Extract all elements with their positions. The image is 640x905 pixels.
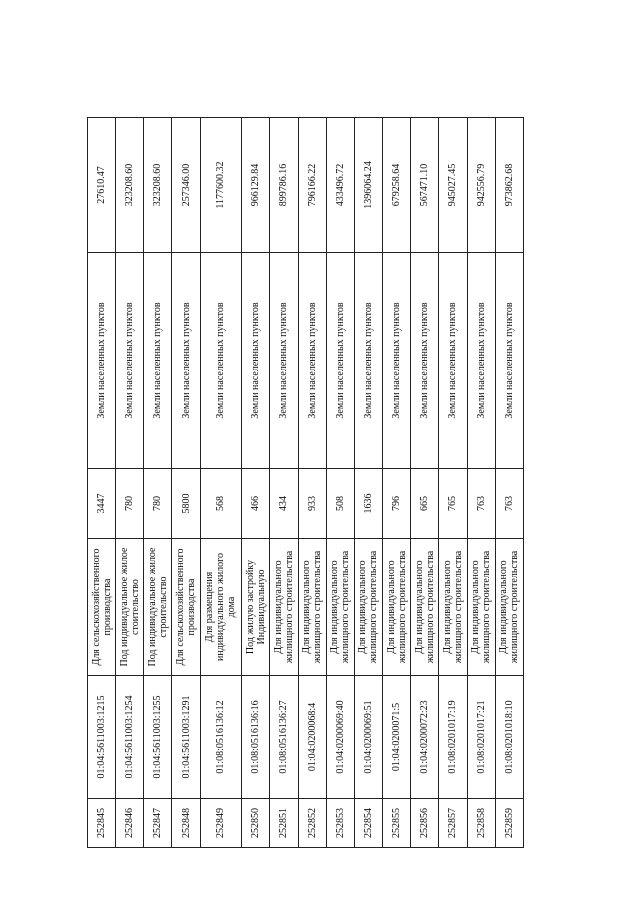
table-row	[270, 118, 298, 848]
cadastral-value-cell: 945027.45	[439, 118, 467, 253]
area-cell: 933	[298, 469, 326, 539]
row-id-cell: 252856	[411, 799, 439, 848]
land-plots-table	[87, 117, 524, 848]
permitted-use-cell: Для индивидуального жилищного строительства	[383, 539, 411, 676]
land-category-cell: Земли населенных пунктов	[383, 253, 411, 469]
cadastral-number-cell: 01:04:5611003:1291	[172, 676, 200, 799]
table-row	[298, 118, 326, 848]
table-row	[411, 118, 439, 848]
row-id-cell: 252851	[270, 799, 298, 848]
cadastral-value-cell: 433496.72	[326, 118, 354, 253]
cadastral-number-cell: 01:04:0200069:40	[326, 676, 354, 799]
area-cell: 665	[411, 469, 439, 539]
land-category-cell: Земли населенных пунктов	[144, 253, 172, 469]
cadastral-value-cell: 323208.60	[144, 118, 172, 253]
land-category-cell: Земли населенных пунктов	[116, 253, 144, 469]
cadastral-number-cell: 01:04:5611003:1255	[144, 676, 172, 799]
table-row	[326, 118, 354, 848]
area-cell: 5800	[172, 469, 200, 539]
row-id-cell: 252859	[495, 799, 523, 848]
permitted-use-cell: Для индивидуального жилищного строительства	[495, 539, 523, 676]
row-id-cell: 252849	[200, 799, 242, 848]
cadastral-number-cell: 01:08:0516136:27	[270, 676, 298, 799]
table-row	[242, 118, 270, 848]
permitted-use-cell: Под жилую застройку Индивидуальную	[242, 539, 270, 676]
cadastral-value-cell: 966129.84	[242, 118, 270, 253]
table-row	[172, 118, 200, 848]
permitted-use-cell: Для сельскохозяйственного производства	[172, 539, 200, 676]
row-id-cell: 252846	[116, 799, 144, 848]
permitted-use-cell: Для индивидуального жилищного строительства	[326, 539, 354, 676]
area-cell: 508	[326, 469, 354, 539]
land-category-cell: Земли населенных пунктов	[439, 253, 467, 469]
cadastral-value-cell: 942556.79	[467, 118, 495, 253]
table-row	[495, 118, 523, 848]
table-row	[144, 118, 172, 848]
area-cell: 763	[467, 469, 495, 539]
permitted-use-cell: Под индивидуальное жилое стоительство	[116, 539, 144, 676]
area-cell: 780	[144, 469, 172, 539]
cadastral-number-cell: 01:08:0516136:16	[242, 676, 270, 799]
row-id-cell: 252848	[172, 799, 200, 848]
table-row	[88, 118, 116, 848]
row-id-cell: 252850	[242, 799, 270, 848]
cadastral-value-cell: 257346.00	[172, 118, 200, 253]
area-cell: 466	[242, 469, 270, 539]
land-category-cell: Земли населенных пунктов	[467, 253, 495, 469]
land-category-cell: Земли населенных пунктов	[326, 253, 354, 469]
cadastral-number-cell: 01:04:5611003:1215	[88, 676, 116, 799]
table-row	[439, 118, 467, 848]
land-category-cell: Земли населенных пунктов	[495, 253, 523, 469]
permitted-use-cell: Для индивидуального жилищного строительства	[439, 539, 467, 676]
cadastral-number-cell: 01:04:0200068:4	[298, 676, 326, 799]
area-cell: 3447	[88, 469, 116, 539]
permitted-use-cell: Для индивидуального жилищного строительства	[411, 539, 439, 676]
row-id-cell: 252855	[383, 799, 411, 848]
land-category-cell: Земли населенных пунктов	[88, 253, 116, 469]
row-id-cell: 252845	[88, 799, 116, 848]
permitted-use-cell: Для сельскохозяйственного производства	[88, 539, 116, 676]
land-category-cell: Земли населенных пунктов	[242, 253, 270, 469]
permitted-use-cell: Под индивидуальное жилое строительство	[144, 539, 172, 676]
table-row	[467, 118, 495, 848]
row-id-cell: 252853	[326, 799, 354, 848]
permitted-use-cell: Для индивидуального жилищного строительства	[298, 539, 326, 676]
cadastral-number-cell: 01:08:0516136:12	[200, 676, 242, 799]
row-id-cell: 252852	[298, 799, 326, 848]
cadastral-number-cell: 01:04:5611003:1254	[116, 676, 144, 799]
cadastral-number-cell: 01:04:0200071:5	[383, 676, 411, 799]
table-row	[383, 118, 411, 848]
cadastral-value-cell: 1177600.32	[200, 118, 242, 253]
cadastral-value-cell: 973862.68	[495, 118, 523, 253]
cadastral-number-cell: 01:04:0200072:23	[411, 676, 439, 799]
permitted-use-cell: Для индивидуального жилищного строительства	[354, 539, 382, 676]
rotated-table-container	[87, 118, 524, 848]
area-cell: 765	[439, 469, 467, 539]
row-id-cell: 252858	[467, 799, 495, 848]
row-id-cell: 252847	[144, 799, 172, 848]
cadastral-value-cell: 679258.64	[383, 118, 411, 253]
table-row	[354, 118, 382, 848]
table-body	[88, 118, 524, 848]
area-cell: 763	[495, 469, 523, 539]
cadastral-number-cell: 01:08:0201017:19	[439, 676, 467, 799]
row-id-cell: 252857	[439, 799, 467, 848]
permitted-use-cell: Для индивидуального жилищного строительства	[467, 539, 495, 676]
cadastral-number-cell: 01:08:0201018:10	[495, 676, 523, 799]
area-cell: 780	[116, 469, 144, 539]
land-category-cell: Земли населенных пунктов	[172, 253, 200, 469]
cadastral-value-cell: 796166.22	[298, 118, 326, 253]
permitted-use-cell: Для размещения индивидуального жилого дома	[200, 539, 242, 676]
area-cell: 568	[200, 469, 242, 539]
land-category-cell: Земли населенных пунктов	[200, 253, 242, 469]
cadastral-number-cell: 01:04:0200069:51	[354, 676, 382, 799]
permitted-use-cell: Для индивидуального жилищного строительства	[270, 539, 298, 676]
land-category-cell: Земли населенных пунктов	[354, 253, 382, 469]
cadastral-value-cell: 323208.60	[116, 118, 144, 253]
area-cell: 1636	[354, 469, 382, 539]
land-category-cell: Земли населенных пунктов	[298, 253, 326, 469]
table-row	[116, 118, 144, 848]
area-cell: 434	[270, 469, 298, 539]
row-id-cell: 252854	[354, 799, 382, 848]
cadastral-value-cell: 27610.47	[88, 118, 116, 253]
cadastral-value-cell: 567471.10	[411, 118, 439, 253]
table-row	[200, 118, 242, 848]
land-category-cell: Земли населенных пунктов	[270, 253, 298, 469]
cadastral-value-cell: 1396064.24	[354, 118, 382, 253]
area-cell: 796	[383, 469, 411, 539]
land-category-cell: Земли населенных пунктов	[411, 253, 439, 469]
cadastral-number-cell: 01:08:0201017:21	[467, 676, 495, 799]
cadastral-value-cell: 899786.16	[270, 118, 298, 253]
